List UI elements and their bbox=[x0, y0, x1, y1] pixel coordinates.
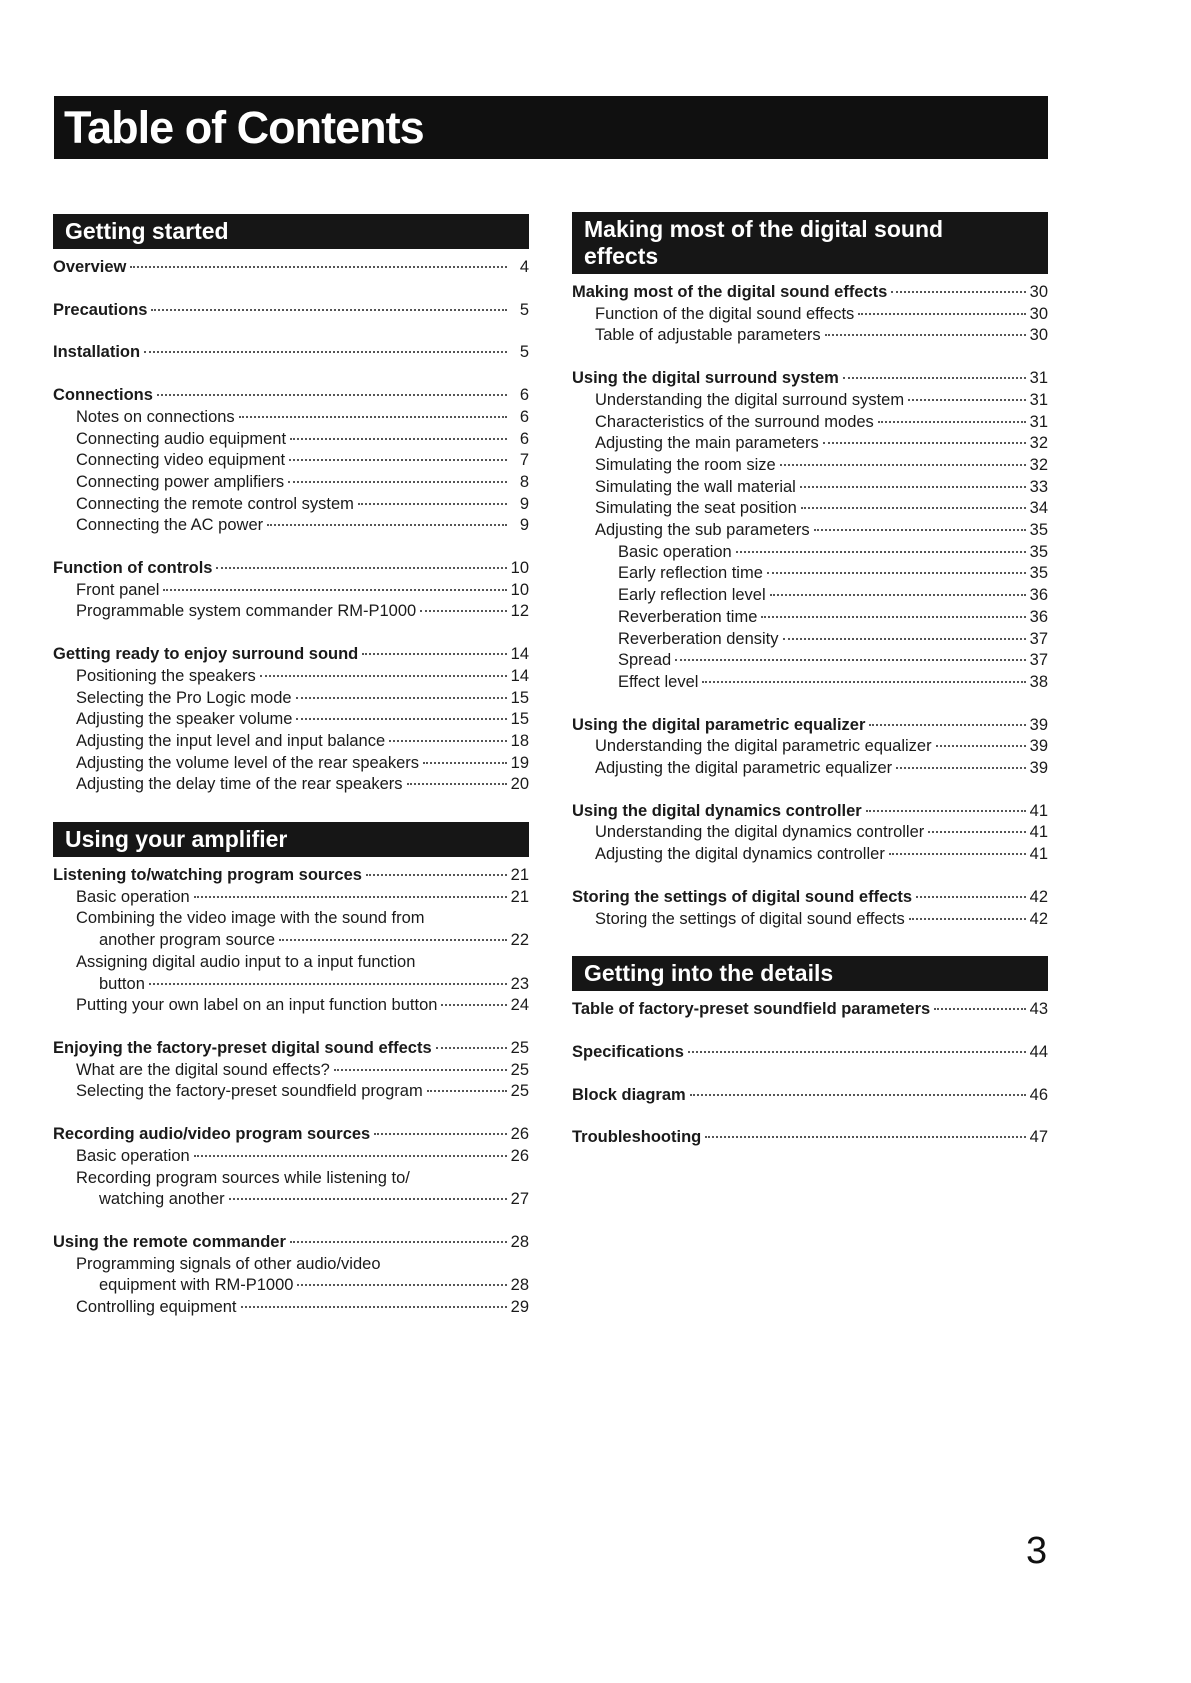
toc-subentry[interactable] bbox=[572, 736, 1048, 758]
title-bar bbox=[54, 96, 1048, 159]
toc-entry-label: Adjusting the digital dynamics controller bbox=[595, 845, 885, 864]
toc-subsubentry[interactable] bbox=[572, 672, 1048, 694]
dot-leader bbox=[889, 853, 1026, 855]
toc-entry[interactable] bbox=[572, 715, 1048, 737]
dot-leader bbox=[296, 697, 507, 699]
toc-subentry[interactable] bbox=[53, 1081, 529, 1103]
toc-entry-page: 46 bbox=[1029, 1085, 1048, 1104]
toc-entry-label: Using the digital surround system bbox=[572, 369, 839, 388]
dot-leader bbox=[267, 524, 507, 526]
toc-subentry[interactable] bbox=[53, 450, 529, 472]
page-title: Table of Contents bbox=[64, 102, 424, 153]
toc-entry-page: 42 bbox=[1029, 887, 1048, 906]
toc-subentry[interactable] bbox=[53, 774, 529, 796]
toc-entry-page: 47 bbox=[1029, 1128, 1048, 1147]
toc-subentry[interactable] bbox=[53, 580, 529, 602]
toc-entry-label: Reverberation density bbox=[618, 629, 779, 648]
toc-subsubentry[interactable] bbox=[572, 607, 1048, 629]
toc-entry-label: Using the digital dynamics controller bbox=[572, 801, 862, 820]
toc-subentry[interactable] bbox=[53, 688, 529, 710]
toc-group-troubleshooting bbox=[572, 1127, 1048, 1149]
toc-entry-label: Listening to/watching program sources bbox=[53, 866, 362, 885]
toc-group-connections bbox=[53, 385, 529, 537]
dot-leader bbox=[296, 718, 506, 720]
dot-leader bbox=[770, 594, 1026, 596]
toc-subentry[interactable] bbox=[53, 731, 529, 753]
toc-entry-label: another program source bbox=[99, 931, 276, 950]
toc-entry-label: Enjoying the factory-preset digital sound effects bbox=[53, 1038, 432, 1057]
toc-entry-label: Connecting power amplifiers bbox=[76, 472, 285, 491]
dot-leader bbox=[149, 983, 507, 985]
toc-entry-label: Adjusting the volume level of the rear speakers bbox=[76, 753, 420, 772]
toc-group-specifications bbox=[572, 1042, 1048, 1064]
toc-entry-page: 25 bbox=[510, 1082, 529, 1101]
toc-entry-page: 31 bbox=[1029, 412, 1048, 431]
toc-subentry[interactable] bbox=[572, 520, 1048, 542]
toc-entry-label: Early reflection time bbox=[618, 564, 763, 583]
toc-entry-page: 39 bbox=[1029, 737, 1048, 756]
toc-entry-label: Troubleshooting bbox=[572, 1128, 702, 1147]
toc-subentry[interactable] bbox=[53, 601, 529, 623]
toc-subentry[interactable] bbox=[572, 433, 1048, 455]
toc-entry-page: 9 bbox=[519, 494, 529, 513]
dot-leader bbox=[229, 1198, 507, 1200]
toc-entry-label: Storing the settings of digital sound effects bbox=[595, 909, 905, 928]
dot-leader bbox=[423, 762, 507, 764]
toc-entry[interactable] bbox=[53, 257, 529, 279]
toc-entry-page: 36 bbox=[1029, 607, 1048, 626]
toc-subentry[interactable] bbox=[53, 515, 529, 537]
toc-subentry[interactable] bbox=[53, 1189, 529, 1211]
toc-entry-page: 44 bbox=[1029, 1042, 1048, 1061]
toc-entry-page: 5 bbox=[519, 300, 529, 319]
dot-leader bbox=[761, 616, 1025, 618]
toc-entry[interactable] bbox=[572, 1127, 1048, 1149]
dot-leader bbox=[866, 810, 1026, 812]
toc-subentry[interactable] bbox=[53, 1060, 529, 1082]
toc-subentry-first-line[interactable]: Combining the video image with the sound from bbox=[76, 909, 425, 928]
toc-subentry[interactable] bbox=[53, 753, 529, 775]
toc-entry-page: 12 bbox=[510, 602, 529, 621]
dot-leader bbox=[869, 724, 1025, 726]
toc-entry-label: Recording audio/video program sources bbox=[53, 1125, 371, 1144]
toc-group-function-of-controls bbox=[53, 558, 529, 623]
toc-subentry[interactable] bbox=[572, 822, 1048, 844]
toc-subentry[interactable] bbox=[53, 1146, 529, 1168]
dot-leader bbox=[239, 416, 507, 418]
dot-leader bbox=[427, 1090, 507, 1092]
toc-subentry[interactable] bbox=[53, 666, 529, 688]
dot-leader bbox=[936, 745, 1026, 747]
toc-entry-label: Effect level bbox=[618, 672, 699, 691]
toc-entry-label: Table of factory-preset soundfield parameters bbox=[572, 1000, 931, 1019]
toc-entry[interactable] bbox=[572, 887, 1048, 909]
toc-entry-label: Adjusting the main parameters bbox=[595, 434, 819, 453]
dot-leader bbox=[288, 481, 507, 483]
toc-entry-page: 14 bbox=[510, 666, 529, 685]
section-header-using-your-amplifier: Using your amplifier bbox=[53, 822, 529, 857]
dot-leader bbox=[216, 567, 506, 569]
toc-entry-label: Connecting the AC power bbox=[76, 516, 264, 535]
dot-leader bbox=[374, 1133, 506, 1135]
dot-leader bbox=[144, 351, 507, 353]
toc-subsubentry[interactable] bbox=[572, 585, 1048, 607]
dot-leader bbox=[362, 653, 506, 655]
toc-entry-page: 23 bbox=[510, 974, 529, 993]
section-header-getting-started: Getting started bbox=[53, 214, 529, 249]
toc-subentry[interactable] bbox=[53, 1275, 529, 1297]
toc-entry-label: Selecting the factory-preset soundfield program bbox=[76, 1082, 423, 1101]
toc-entry-page: 18 bbox=[510, 731, 529, 750]
toc-entry-page: 22 bbox=[510, 931, 529, 950]
dot-leader bbox=[366, 874, 507, 876]
toc-entry-label: Connecting audio equipment bbox=[76, 429, 287, 448]
toc-entry-page: 38 bbox=[1029, 672, 1048, 691]
toc-subentry[interactable] bbox=[53, 429, 529, 451]
toc-entry[interactable] bbox=[53, 1038, 529, 1060]
toc-entry-label: Overview bbox=[53, 258, 127, 276]
toc-subentry[interactable] bbox=[53, 1297, 529, 1319]
toc-group-digital-surround bbox=[572, 368, 1048, 694]
dot-leader bbox=[420, 610, 506, 612]
toc-subentry[interactable] bbox=[572, 390, 1048, 412]
toc-subentry[interactable] bbox=[572, 498, 1048, 520]
toc-entry-page: 24 bbox=[510, 996, 529, 1015]
section-header-getting-into-details: Getting into the details bbox=[572, 956, 1048, 991]
dot-leader bbox=[334, 1069, 507, 1071]
toc-group-remote-commander bbox=[53, 1232, 529, 1319]
toc-entry-label: Selecting the Pro Logic mode bbox=[76, 688, 292, 707]
toc-entry-label: button bbox=[99, 974, 145, 993]
toc-entry-label: Adjusting the speaker volume bbox=[76, 710, 293, 729]
toc-entry-page: 28 bbox=[510, 1276, 529, 1295]
dot-leader bbox=[163, 589, 506, 591]
toc-entry-page: 29 bbox=[510, 1298, 529, 1317]
toc-entry-page: 35 bbox=[1029, 542, 1048, 561]
toc-group-dynamics-controller bbox=[572, 801, 1048, 866]
toc-subentry[interactable] bbox=[572, 304, 1048, 326]
page-number: 3 bbox=[1026, 1530, 1048, 1572]
toc-entry-page: 36 bbox=[1029, 586, 1048, 605]
toc-entry-page: 41 bbox=[1029, 845, 1048, 864]
dot-leader bbox=[241, 1306, 507, 1308]
toc-entry[interactable] bbox=[53, 1124, 529, 1146]
toc-entry[interactable] bbox=[53, 644, 529, 666]
dot-leader bbox=[279, 939, 507, 941]
toc-group-factory-preset bbox=[53, 1038, 529, 1103]
toc-entry-label: Front panel bbox=[76, 580, 160, 599]
toc-entry[interactable] bbox=[572, 999, 1048, 1021]
dot-leader bbox=[814, 529, 1026, 531]
dot-leader bbox=[934, 1008, 1025, 1010]
dot-leader bbox=[909, 918, 1026, 920]
toc-entry-page: 41 bbox=[1029, 801, 1048, 820]
toc-entry-page: 30 bbox=[1029, 326, 1048, 345]
toc-group-parametric-equalizer bbox=[572, 715, 1048, 780]
toc-entry-page: 35 bbox=[1029, 521, 1048, 540]
toc-subsubentry[interactable] bbox=[572, 542, 1048, 564]
right-column bbox=[572, 212, 1048, 1170]
toc-subentry[interactable] bbox=[53, 709, 529, 731]
toc-subentry[interactable] bbox=[53, 974, 529, 996]
toc-entry-page: 20 bbox=[510, 775, 529, 794]
toc-subsubentry[interactable] bbox=[572, 629, 1048, 651]
dot-leader bbox=[151, 309, 507, 311]
toc-entry-page: 30 bbox=[1029, 283, 1048, 301]
toc-group-precautions bbox=[53, 300, 529, 322]
toc-entry-page: 39 bbox=[1029, 715, 1048, 734]
toc-entry-page: 30 bbox=[1029, 304, 1048, 323]
toc-entry-page: 9 bbox=[519, 516, 529, 535]
toc-entry-page: 25 bbox=[510, 1038, 529, 1057]
toc-entry-label: Block diagram bbox=[572, 1085, 686, 1104]
toc-subentry[interactable] bbox=[53, 407, 529, 429]
dot-leader bbox=[157, 394, 507, 396]
toc-entry-page: 27 bbox=[510, 1190, 529, 1209]
toc-entry-label: Precautions bbox=[53, 300, 148, 319]
toc-subsubentry[interactable] bbox=[572, 563, 1048, 585]
dot-leader bbox=[389, 740, 506, 742]
toc-entry-page: 37 bbox=[1029, 629, 1048, 648]
dot-leader bbox=[436, 1047, 507, 1049]
toc-entry-page: 35 bbox=[1029, 564, 1048, 583]
dot-leader bbox=[736, 551, 1026, 553]
section-header-line: effects bbox=[584, 243, 659, 269]
toc-entry-label: Connections bbox=[53, 386, 153, 405]
dot-leader bbox=[783, 638, 1026, 640]
toc-group-storing-settings bbox=[572, 887, 1048, 930]
toc-subentry[interactable] bbox=[572, 758, 1048, 780]
toc-subentry[interactable] bbox=[572, 844, 1048, 866]
toc-entry-page: 10 bbox=[510, 559, 529, 578]
dot-leader bbox=[688, 1051, 1026, 1053]
left-column bbox=[53, 214, 529, 1340]
toc-entry-page: 19 bbox=[510, 753, 529, 772]
dot-leader bbox=[896, 767, 1025, 769]
toc-entry-page: 6 bbox=[519, 407, 529, 426]
dot-leader bbox=[825, 334, 1026, 336]
toc-entry[interactable] bbox=[53, 300, 529, 322]
toc-entry[interactable] bbox=[53, 1232, 529, 1254]
toc-entry-label: Function of the digital sound effects bbox=[595, 304, 855, 323]
toc-entry-label: Specifications bbox=[572, 1042, 684, 1061]
toc-entry-page: 21 bbox=[510, 866, 529, 885]
toc-subentry[interactable] bbox=[572, 412, 1048, 434]
toc-entry-label: Programmable system commander RM-P1000 bbox=[76, 602, 417, 621]
toc-entry-label: Adjusting the delay time of the rear speakers bbox=[76, 775, 403, 794]
toc-entry-page: 5 bbox=[519, 343, 529, 362]
toc-subentry[interactable] bbox=[53, 930, 529, 952]
toc-entry-label: Storing the settings of digital sound effects bbox=[572, 887, 913, 906]
toc-entry-page: 32 bbox=[1029, 434, 1048, 453]
toc-entry-label: Using the remote commander bbox=[53, 1232, 286, 1251]
toc-subentry[interactable] bbox=[53, 995, 529, 1017]
dot-leader bbox=[358, 503, 507, 505]
toc-entry-page: 34 bbox=[1029, 499, 1048, 518]
toc-entry-page: 8 bbox=[519, 472, 529, 491]
toc-group-recording bbox=[53, 1124, 529, 1211]
toc-entry-label: Characteristics of the surround modes bbox=[595, 412, 874, 431]
toc-entry-label: Understanding the digital parametric equalizer bbox=[595, 737, 932, 756]
dot-leader bbox=[290, 1241, 507, 1243]
dot-leader bbox=[878, 421, 1026, 423]
toc-entry-page: 43 bbox=[1029, 1000, 1048, 1019]
toc-entry-page: 15 bbox=[510, 710, 529, 729]
dot-leader bbox=[194, 1155, 507, 1157]
dot-leader bbox=[290, 438, 507, 440]
toc-entry-label: Using the digital parametric equalizer bbox=[572, 715, 866, 734]
dot-leader bbox=[800, 486, 1026, 488]
dot-leader bbox=[767, 572, 1026, 574]
dot-leader bbox=[675, 659, 1025, 661]
dot-leader bbox=[702, 681, 1025, 683]
toc-entry-page: 15 bbox=[510, 688, 529, 707]
dot-leader bbox=[891, 291, 1025, 293]
toc-entry-page: 6 bbox=[519, 429, 529, 448]
toc-group-making-most bbox=[572, 282, 1048, 347]
toc-subentry[interactable] bbox=[572, 455, 1048, 477]
dot-leader bbox=[297, 1284, 506, 1286]
toc-entry-label: watching another bbox=[99, 1190, 225, 1209]
dot-leader bbox=[194, 896, 507, 898]
toc-entry-page: 26 bbox=[510, 1125, 529, 1144]
toc-entry-label: Simulating the room size bbox=[595, 455, 776, 474]
toc-entry[interactable] bbox=[53, 865, 529, 887]
dot-leader bbox=[916, 896, 1026, 898]
toc-entry-label: Getting ready to enjoy surround sound bbox=[53, 645, 359, 664]
toc-entry-label: Basic operation bbox=[76, 887, 190, 906]
toc-entry-page: 21 bbox=[510, 887, 529, 906]
toc-entry-label: Adjusting the digital parametric equalizer bbox=[595, 759, 893, 778]
toc-entry-label: Controlling equipment bbox=[76, 1298, 237, 1317]
toc-group-listening bbox=[53, 865, 529, 1017]
dot-leader bbox=[289, 459, 507, 461]
toc-entry-label: Understanding the digital dynamics controller bbox=[595, 823, 925, 842]
dot-leader bbox=[441, 1004, 506, 1006]
dot-leader bbox=[801, 507, 1026, 509]
toc-entry-label: Installation bbox=[53, 343, 141, 362]
dot-leader bbox=[690, 1094, 1026, 1096]
toc-entry-label: Positioning the speakers bbox=[76, 666, 256, 685]
toc-entry-label: Table of adjustable parameters bbox=[595, 326, 821, 345]
toc-entry-label: Basic operation bbox=[618, 542, 732, 561]
section-header-line: Making most of the digital sound bbox=[584, 216, 944, 242]
toc-entry-label: Putting your own label on an input function button bbox=[76, 996, 438, 1015]
toc-entry-page: 41 bbox=[1029, 823, 1048, 842]
toc-group-factory-preset-table bbox=[572, 999, 1048, 1021]
toc-entry-label: equipment with RM-P1000 bbox=[99, 1276, 294, 1295]
toc-entry-page: 4 bbox=[519, 258, 529, 276]
dot-leader bbox=[260, 675, 507, 677]
toc-entry-page: 14 bbox=[510, 645, 529, 664]
toc-entry-page: 7 bbox=[519, 451, 529, 470]
toc-entry[interactable] bbox=[572, 1085, 1048, 1107]
toc-entry-page: 26 bbox=[510, 1146, 529, 1165]
dot-leader bbox=[928, 831, 1025, 833]
toc-entry-label: Notes on connections bbox=[76, 407, 235, 426]
toc-entry-label: Reverberation time bbox=[618, 607, 758, 626]
toc-subentry-first-line[interactable]: Programming signals of other audio/video bbox=[76, 1254, 381, 1273]
toc-entry-label: Connecting the remote control system bbox=[76, 494, 354, 513]
toc-entry-page: 10 bbox=[510, 580, 529, 599]
toc-entry-label: Early reflection level bbox=[618, 586, 766, 605]
toc-entry-label: Basic operation bbox=[76, 1146, 190, 1165]
toc-entry[interactable] bbox=[53, 558, 529, 580]
toc-entry-label: Simulating the seat position bbox=[595, 499, 797, 518]
toc-entry-label: Understanding the digital surround system bbox=[595, 390, 905, 409]
toc-entry[interactable] bbox=[572, 282, 1048, 304]
dot-leader bbox=[858, 313, 1025, 315]
toc-subentry[interactable] bbox=[572, 325, 1048, 347]
toc-group-overview bbox=[53, 257, 529, 279]
toc-entry-page: 28 bbox=[510, 1232, 529, 1251]
toc-entry-page: 37 bbox=[1029, 651, 1048, 670]
dot-leader bbox=[843, 377, 1026, 379]
toc-group-surround-sound bbox=[53, 644, 529, 796]
section-header-digital-sound-effects bbox=[572, 212, 1048, 274]
toc-subsubentry[interactable] bbox=[572, 650, 1048, 672]
toc-entry[interactable] bbox=[53, 342, 529, 364]
toc-entry[interactable] bbox=[572, 368, 1048, 390]
toc-entry[interactable] bbox=[53, 385, 529, 407]
dot-leader bbox=[407, 783, 507, 785]
toc-entry-label: What are the digital sound effects? bbox=[76, 1060, 330, 1079]
toc-entry-page: 31 bbox=[1029, 369, 1048, 388]
toc-entry-page: 42 bbox=[1029, 909, 1048, 928]
toc-entry-page: 32 bbox=[1029, 455, 1048, 474]
toc-subentry-first-line[interactable]: Assigning digital audio input to a input function bbox=[76, 952, 416, 971]
toc-subentry[interactable] bbox=[53, 494, 529, 516]
toc-entry[interactable] bbox=[572, 1042, 1048, 1064]
toc-subentry[interactable] bbox=[572, 477, 1048, 499]
toc-entry-page: 31 bbox=[1029, 390, 1048, 409]
toc-subentry[interactable] bbox=[572, 909, 1048, 931]
toc-subentry[interactable] bbox=[53, 887, 529, 909]
toc-subentry[interactable] bbox=[53, 472, 529, 494]
toc-entry-label: Adjusting the input level and input balance bbox=[76, 731, 386, 750]
toc-entry-label: Connecting video equipment bbox=[76, 451, 286, 470]
toc-entry-label: Function of controls bbox=[53, 559, 213, 578]
toc-entry-label: Simulating the wall material bbox=[595, 477, 796, 496]
toc-group-block-diagram bbox=[572, 1085, 1048, 1107]
toc-entry-label: Making most of the digital sound effects bbox=[572, 283, 888, 301]
dot-leader bbox=[823, 442, 1026, 444]
toc-group-installation bbox=[53, 342, 529, 364]
dot-leader bbox=[705, 1136, 1025, 1138]
toc-entry-page: 6 bbox=[519, 386, 529, 405]
toc-subentry-first-line[interactable]: Recording program sources while listening to/ bbox=[76, 1168, 410, 1187]
dot-leader bbox=[130, 266, 507, 268]
toc-entry[interactable] bbox=[572, 801, 1048, 823]
toc-entry-page: 39 bbox=[1029, 759, 1048, 778]
toc-entry-page: 25 bbox=[510, 1060, 529, 1079]
dot-leader bbox=[780, 464, 1026, 466]
toc-entry-label: Adjusting the sub parameters bbox=[595, 521, 810, 540]
dot-leader bbox=[908, 399, 1026, 401]
toc-entry-label: Spread bbox=[618, 651, 672, 670]
toc-entry-page: 33 bbox=[1029, 477, 1048, 496]
